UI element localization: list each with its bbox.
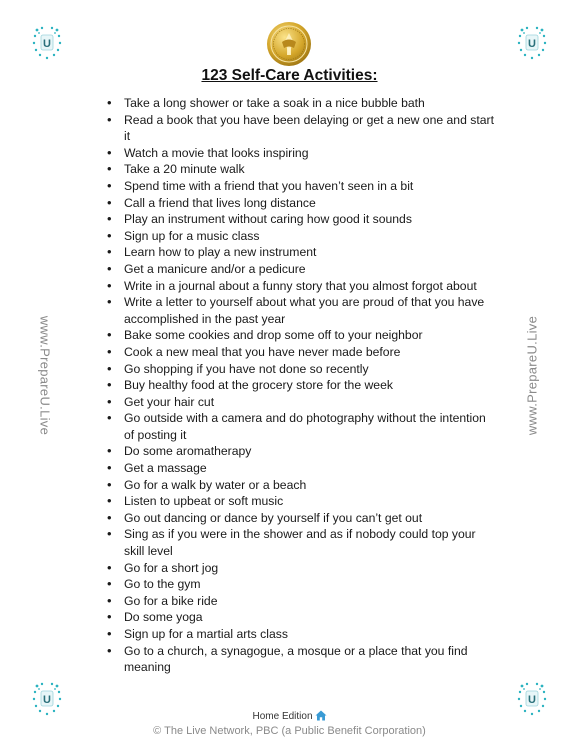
seal-icon <box>266 21 312 67</box>
list-item: • Sign up for a music class <box>104 228 496 245</box>
list-item: • Read a book that you have been delaying or get a new one and start it <box>104 112 496 145</box>
list-item: • Do some yoga <box>104 609 496 626</box>
list-item: • Write a letter to yourself about what you are proud of that you have accomplished in the past year <box>104 294 496 327</box>
u-logo-icon <box>517 26 547 60</box>
corner-logo-top-right <box>517 26 547 60</box>
page-title: 123 Self-Care Activities: <box>201 67 378 84</box>
list-item: • Sign up for a martial arts class <box>104 626 496 643</box>
gold-seal-logo <box>266 21 312 67</box>
list-item: • Go outside with a camera and do photography without the intention of posting it <box>104 410 496 443</box>
activity-list <box>104 95 496 676</box>
list-item: • Get a manicure and/or a pedicure <box>104 261 496 278</box>
list-item: • Write in a journal about a funny story that you almost forgot about <box>104 278 496 295</box>
corner-logo-top-left <box>32 26 62 60</box>
list-item: • Play an instrument without caring how good it sounds <box>104 211 496 228</box>
svg-text:U: U <box>43 38 51 50</box>
list-item: • Do some aromatherapy <box>104 443 496 460</box>
footer-edition <box>0 710 579 724</box>
footer-copyright: © The Live Network, PBC (a Public Benefit Corporation) <box>153 725 426 737</box>
list-item: • Listen to upbeat or soft music <box>104 493 496 510</box>
list-item: • Call a friend that lives long distance <box>104 195 496 212</box>
list-item: • Go to a church, a synagogue, a mosque or a place that you find meaning <box>104 643 496 676</box>
u-logo-icon <box>32 26 62 60</box>
home-icon <box>315 710 327 724</box>
list-item: • Go out dancing or dance by yourself if you can’t get out <box>104 510 496 527</box>
list-item: • Get a massage <box>104 460 496 477</box>
list-item: • Cook a new meal that you have never made before <box>104 344 496 361</box>
list-item: • Bake some cookies and drop some off to your neighbor <box>104 327 496 344</box>
list-item: • Spend time with a friend that you haven’t seen in a bit <box>104 178 496 195</box>
list-item: • Take a long shower or take a soak in a nice bubble bath <box>104 95 496 112</box>
edition-label: Home Edition <box>252 711 313 722</box>
list-item: • Go for a short jog <box>104 560 496 577</box>
list-item: • Go shopping if you have not done so recently <box>104 361 496 378</box>
list-item: • Buy healthy food at the grocery store for the week <box>104 377 496 394</box>
list-item: • Go for a bike ride <box>104 593 496 610</box>
svg-text:U: U <box>43 694 51 706</box>
list-item: • Take a 20 minute walk <box>104 161 496 178</box>
svg-text:U: U <box>528 38 536 50</box>
side-url-right: www.PrepareU.Live <box>524 315 540 436</box>
list-item: • Sing as if you were in the shower and as if nobody could top your skill level <box>104 526 496 559</box>
list-item: • Go for a walk by water or a beach <box>104 477 496 494</box>
side-url-left: www.PrepareU.Live <box>37 315 53 436</box>
list-item: • Watch a movie that looks inspiring <box>104 145 496 162</box>
list-item: • Go to the gym <box>104 576 496 593</box>
svg-text:U: U <box>528 694 536 706</box>
list-item: • Get your hair cut <box>104 394 496 411</box>
list-item: • Learn how to play a new instrument <box>104 244 496 261</box>
